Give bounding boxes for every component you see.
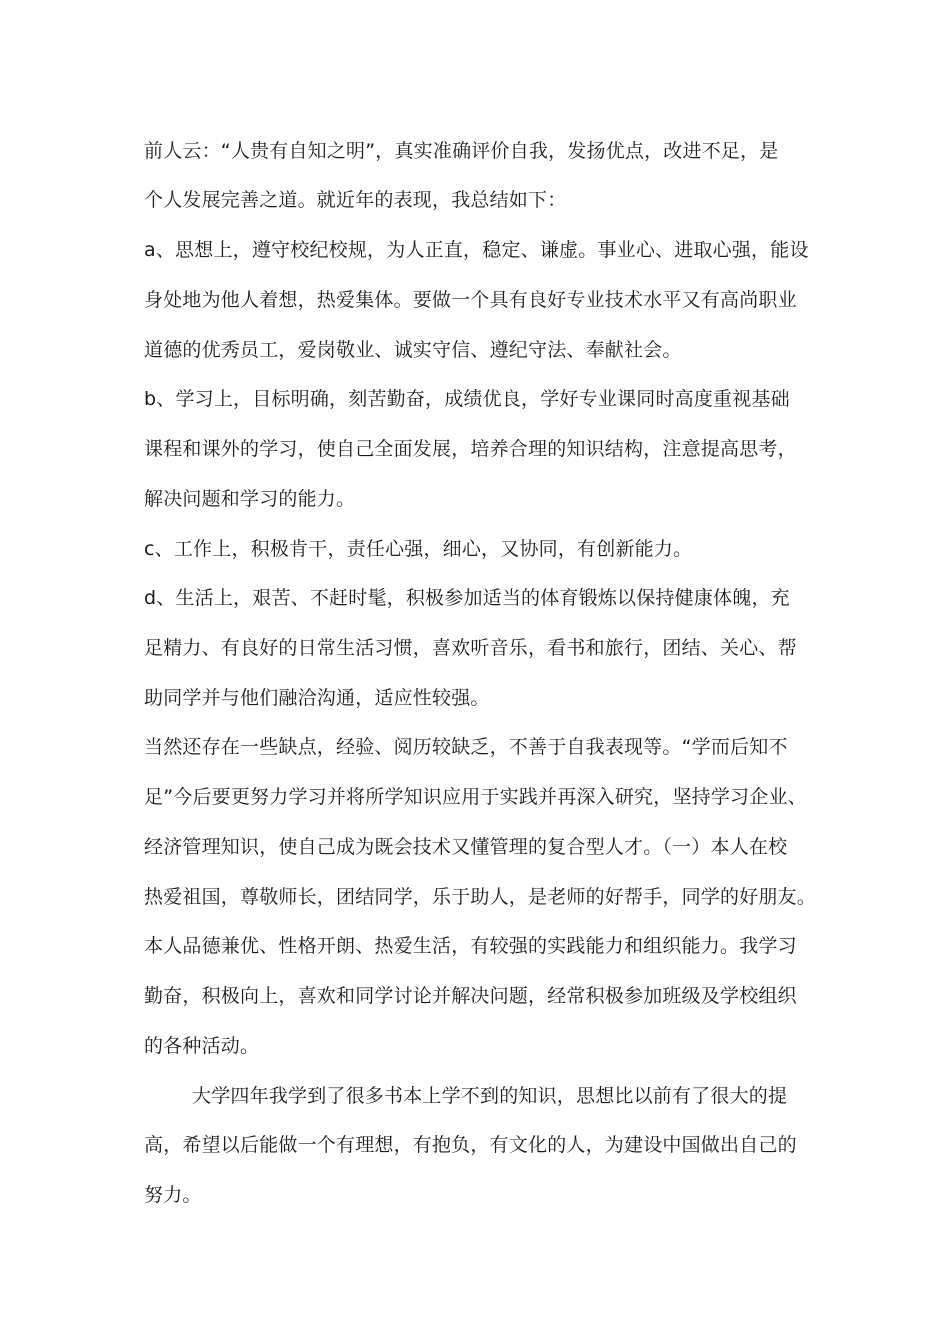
text-line: c、工作上，积极肯干，责任心强，细心，又协同，有创新能力。: [144, 538, 693, 560]
text-line: a、思想上，遵守校纪校规，为人正直，稳定、谦虚。事业心、进取心强，能设: [144, 239, 809, 261]
text-line: 足”今后要更努力学习并将所学知识应用于实践并再深入研究，坚持学习企业、: [144, 786, 807, 808]
text-line: 身处地为他人着想，热爱集体。要做一个具有良好专业技术水平又有高尚职业: [144, 289, 797, 311]
text-line: 经济管理知识，使自己成为既会技术又懂管理的复合型人才。（一）本人在校: [144, 836, 788, 858]
text-line: 努力。: [144, 1184, 202, 1206]
text-line: 道德的优秀员工，爱岗敬业、诚实守信、遵纪守法、奉献社会。: [144, 339, 682, 361]
text-line: b、学习上，目标明确，刻苦勤奋，成绩优良，学好专业课同时高度重视基础: [144, 388, 790, 410]
text-line: 勤奋，积极向上，喜欢和同学讨论并解决问题，经常积极参加班级及学校组织: [144, 985, 797, 1007]
text-line: 课程和课外的学习，使自己全面发展，培养合理的知识结构，注意提高思考，: [144, 438, 797, 460]
text-line: 高，希望以后能做一个有理想，有抱负，有文化的人，为建设中国做出自己的: [144, 1134, 797, 1156]
text-line: 足精力、有良好的日常生活习惯，喜欢听音乐，看书和旅行，团结、关心、帮: [144, 637, 797, 659]
text-line: 助同学并与他们融洽沟通，适应性较强。: [144, 687, 490, 709]
text-line: 当然还存在一些缺点，经验、阅历较缺乏，不善于自我表现等。“学而后知不: [144, 736, 788, 758]
text-line: 的各种活动。: [144, 1035, 260, 1057]
text-line: 热爱祖国，尊敬师长，团结同学，乐于助人，是老师的好帮手，同学的好朋友。: [144, 886, 817, 908]
text-line: 解决问题和学习的能力。: [144, 488, 356, 510]
text-line: d、生活上，艰苦、不赶时髦，积极参加适当的体育锻炼以保持健康体魄，充: [144, 587, 790, 609]
text-line: 前人云：“人贵有自知之明”，真实准确评价自我，发扬优点，改进不足，是: [144, 140, 779, 162]
text-line: 本人品德兼优、性格开朗、热爱生活，有较强的实践能力和组织能力。我学习: [144, 935, 797, 957]
text-line: 大学四年我学到了很多书本上学不到的知识，思想比以前有了很大的提: [192, 1085, 788, 1107]
text-line: 个人发展完善之道。就近年的表现，我总结如下：: [144, 189, 567, 211]
